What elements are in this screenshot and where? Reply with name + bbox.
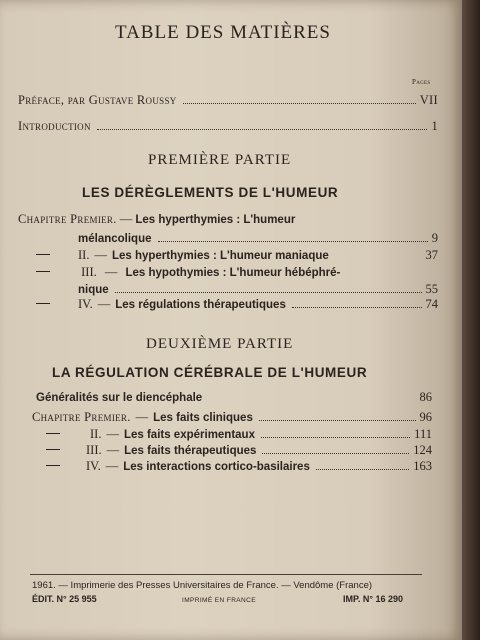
toc-page: 111 bbox=[414, 427, 432, 441]
ditto-dash bbox=[46, 465, 60, 466]
toc-label: mélancolique bbox=[78, 233, 152, 245]
ditto-dash bbox=[36, 271, 50, 272]
toc-page: 124 bbox=[413, 443, 432, 457]
toc-label: Les faits thérapeutiques bbox=[124, 445, 257, 457]
dot-leader bbox=[261, 436, 410, 438]
toc-entry-part1-ch4[interactable] bbox=[36, 297, 438, 312]
em-dash: — bbox=[106, 427, 119, 441]
toc-label: Introduction bbox=[18, 119, 91, 133]
dot-leader bbox=[316, 468, 409, 470]
toc-label: Les interactions cortico-basilaires bbox=[123, 461, 310, 473]
chapter-number: IV. bbox=[86, 459, 101, 473]
printed-in-france: IMPRIMÉ EN FRANCE bbox=[182, 597, 256, 604]
em-dash: — bbox=[119, 212, 133, 226]
em-dash: — bbox=[106, 443, 120, 457]
toc-page: 163 bbox=[413, 459, 432, 473]
toc-label: Les régulations thérapeutiques bbox=[115, 299, 286, 311]
toc-entry-part2-ch4[interactable] bbox=[46, 459, 432, 474]
toc-entry-part1-ch3-cont[interactable] bbox=[78, 282, 438, 297]
toc-entry-preface[interactable] bbox=[18, 93, 438, 108]
chapter-number: III. bbox=[86, 443, 102, 457]
footer-rule bbox=[30, 574, 422, 575]
dot-leader bbox=[183, 102, 416, 104]
toc-page: 74 bbox=[425, 297, 438, 311]
ditto-dash bbox=[36, 254, 50, 255]
em-dash: — bbox=[105, 459, 119, 473]
page-title: TABLE DES MATIÈRES bbox=[115, 22, 331, 43]
toc-page: 37 bbox=[425, 248, 438, 262]
imprint-line: 1961. — Imprimerie des Presses Universitaires de France. — Vendôme (France) bbox=[32, 580, 373, 591]
chapter-number: III. bbox=[81, 265, 97, 279]
part-title: PREMIÈRE PARTIE bbox=[148, 152, 292, 168]
chapter-number: II. bbox=[78, 248, 90, 262]
dot-leader bbox=[292, 306, 422, 308]
ditto-dash bbox=[46, 449, 60, 450]
toc-label: Généralités sur le diencéphale bbox=[36, 392, 203, 404]
ditto-dash bbox=[36, 303, 50, 304]
toc-label: Les faits expérimentaux bbox=[123, 429, 255, 441]
dot-leader bbox=[259, 419, 416, 421]
em-dash: — bbox=[104, 265, 118, 279]
pages-column-label: Pages bbox=[412, 78, 431, 86]
toc-entry-part2-ch3[interactable] bbox=[46, 443, 432, 458]
dot-leader bbox=[262, 452, 409, 454]
toc-page: 96 bbox=[419, 410, 432, 424]
toc-entry-part2-ch1[interactable] bbox=[32, 410, 432, 425]
chapter-prefix: Chapitre Premier. bbox=[18, 212, 117, 226]
dot-leader bbox=[158, 240, 428, 242]
toc-page: 55 bbox=[425, 282, 438, 296]
impression-number: IMP. N° 16 290 bbox=[343, 594, 403, 604]
chapter-prefix: Chapitre Premier. bbox=[32, 410, 131, 424]
toc-entry-generalites[interactable] bbox=[36, 390, 432, 405]
ditto-dash bbox=[46, 433, 60, 434]
em-dash: — bbox=[97, 297, 111, 311]
toc-label: Les hyperthymies : L'humeur bbox=[135, 214, 296, 226]
toc-page: 9 bbox=[431, 231, 438, 245]
toc-label: Préface, par Gustave Roussy bbox=[18, 93, 177, 107]
part-heading: LA RÉGULATION CÉRÉBRALE DE L'HUMEUR bbox=[52, 365, 368, 380]
edition-number: ÉDIT. N° 25 955 bbox=[32, 594, 97, 604]
page-edge-shadow bbox=[462, 0, 480, 640]
toc-page: VII bbox=[419, 93, 438, 107]
part-title: DEUXIÈME PARTIE bbox=[146, 336, 294, 352]
em-dash: — bbox=[94, 248, 107, 262]
toc-label: Les hypothymies : L'humeur hébéphré- bbox=[125, 267, 341, 279]
toc-page: 1 bbox=[431, 119, 438, 133]
toc-entry-part1-ch3[interactable] bbox=[36, 265, 340, 280]
part-heading: LES DÉRÈGLEMENTS DE L'HUMEUR bbox=[82, 185, 339, 200]
chapter-number: II. bbox=[90, 427, 102, 441]
dot-leader bbox=[115, 291, 422, 293]
chapter-number: IV. bbox=[78, 297, 93, 311]
toc-entry-part2-ch2[interactable] bbox=[46, 427, 432, 442]
em-dash: — bbox=[135, 410, 149, 424]
toc-entry-introduction[interactable] bbox=[18, 119, 438, 134]
toc-entry-part1-ch1[interactable] bbox=[18, 212, 295, 227]
toc-page: 86 bbox=[419, 390, 432, 404]
toc-label: nique bbox=[78, 284, 109, 296]
toc-label: Les faits cliniques bbox=[153, 412, 253, 424]
dot-leader bbox=[97, 128, 428, 130]
toc-entry-part1-ch2[interactable] bbox=[36, 248, 438, 263]
toc-label: Les hyperthymies : L'humeur maniaque bbox=[111, 250, 329, 262]
toc-entry-part1-ch1-cont[interactable] bbox=[78, 231, 438, 246]
